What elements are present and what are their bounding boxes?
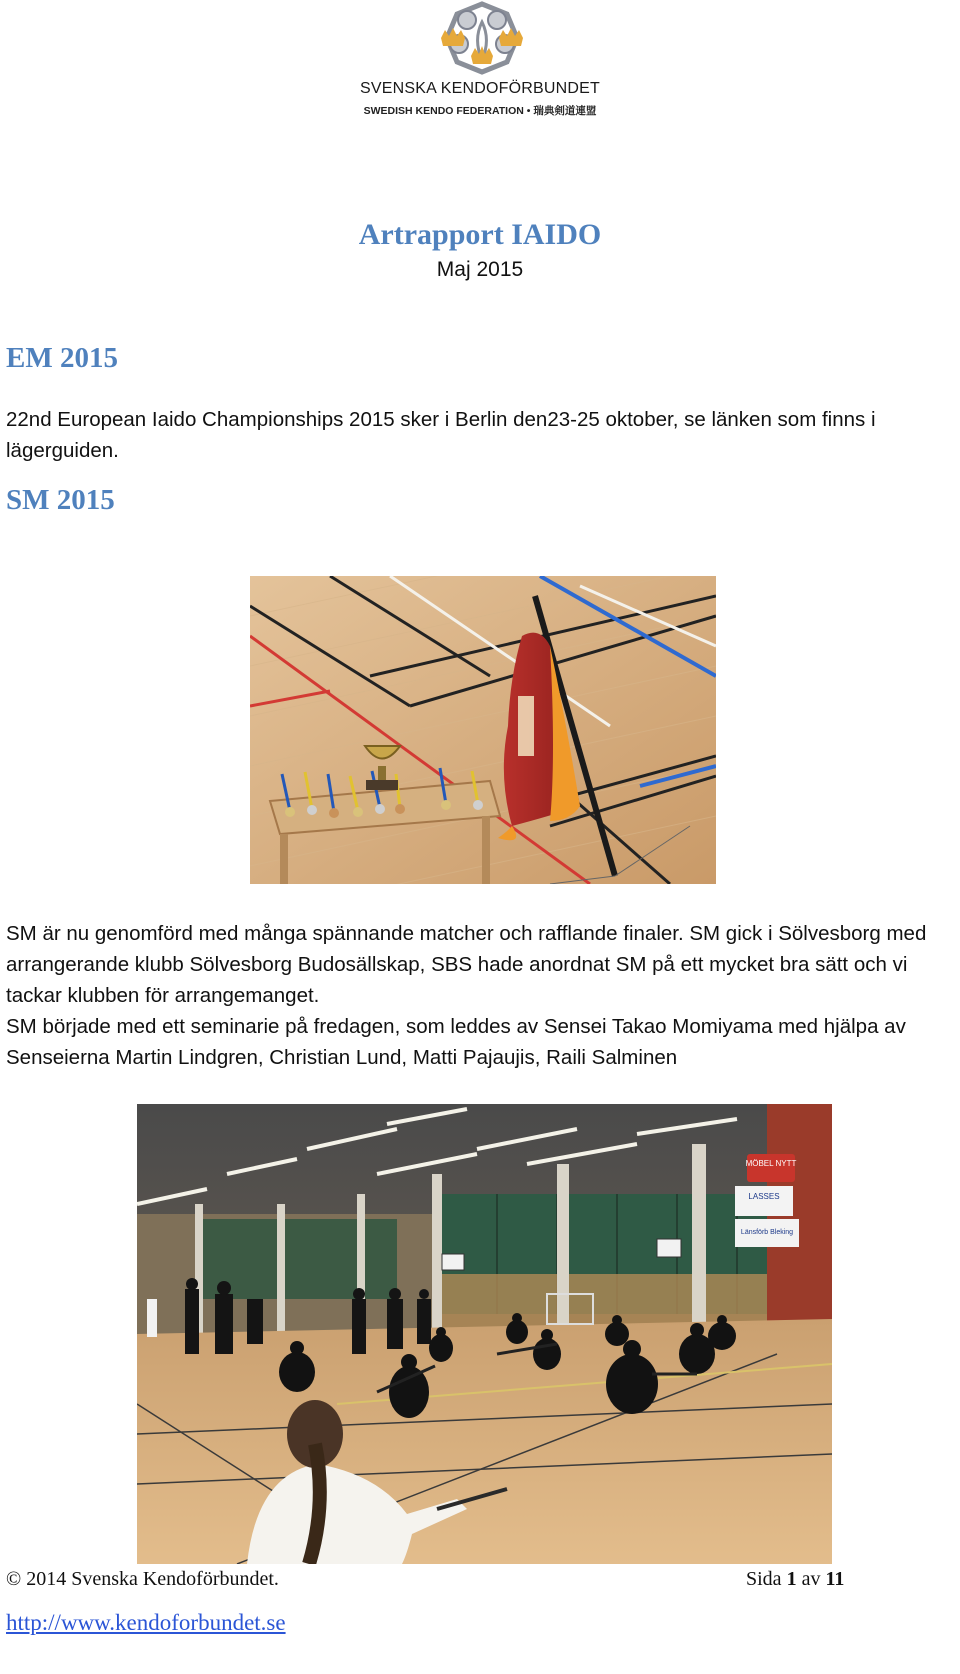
section-body-sm xyxy=(6,918,956,1073)
sign-text: Länsförb Bleking xyxy=(740,1229,794,1236)
page-current: 1 xyxy=(786,1568,797,1590)
paragraph: SM började med ett seminarie på fredagen, som leddes av Sensei Takao Momiyama med hjälpa av Senseierna Martin Lindgren, Christian Lund, Matti Pajaujis, Raili Salminen xyxy=(6,1015,906,1069)
website-link[interactable]: http://www.kendoforbundet.se xyxy=(6,1610,286,1635)
organization-name: SVENSKA KENDOFÖRBUNDET xyxy=(359,80,600,97)
page-of-label: av xyxy=(801,1568,821,1590)
organization-subtitle: SWEDISH KENDO FEDERATION • 瑞典剣道連盟 xyxy=(363,105,597,117)
section-heading-sm: SM 2015 xyxy=(6,484,115,516)
kendo-emblem-icon xyxy=(437,0,527,76)
section-body-em xyxy=(6,404,956,466)
trophy-table-photo xyxy=(250,576,716,884)
page-label: Sida xyxy=(746,1568,782,1590)
sports-hall-photo xyxy=(137,1104,832,1564)
page-total: 11 xyxy=(825,1568,845,1590)
sign-text: MÖBEL NYTT xyxy=(745,1159,797,1168)
document-subtitle: Maj 2015 xyxy=(436,258,524,281)
footer-copyright: © 2014 Svenska Kendoförbundet. xyxy=(6,1568,279,1590)
section-heading-em: EM 2015 xyxy=(6,342,118,374)
paragraph: SM är nu genomförd med många spännande matcher och rafflande finaler. SM gick i Sölvesborg med arrangerande klubb Sölvesborg Budosällskap, SBS hade anordnat SM på ett mycket bra sätt och vi tackar klubben för arrangemanget. xyxy=(6,922,927,1007)
page-number xyxy=(746,1568,844,1591)
sign-text: LASSES xyxy=(748,1192,780,1201)
paragraph: 22nd European Iaido Championships 2015 sker i Berlin den23-25 oktober, se länken som finns i lägerguiden. xyxy=(6,408,876,462)
document-title: Artrapport IAIDO xyxy=(358,218,602,251)
federation-logo xyxy=(355,0,605,125)
